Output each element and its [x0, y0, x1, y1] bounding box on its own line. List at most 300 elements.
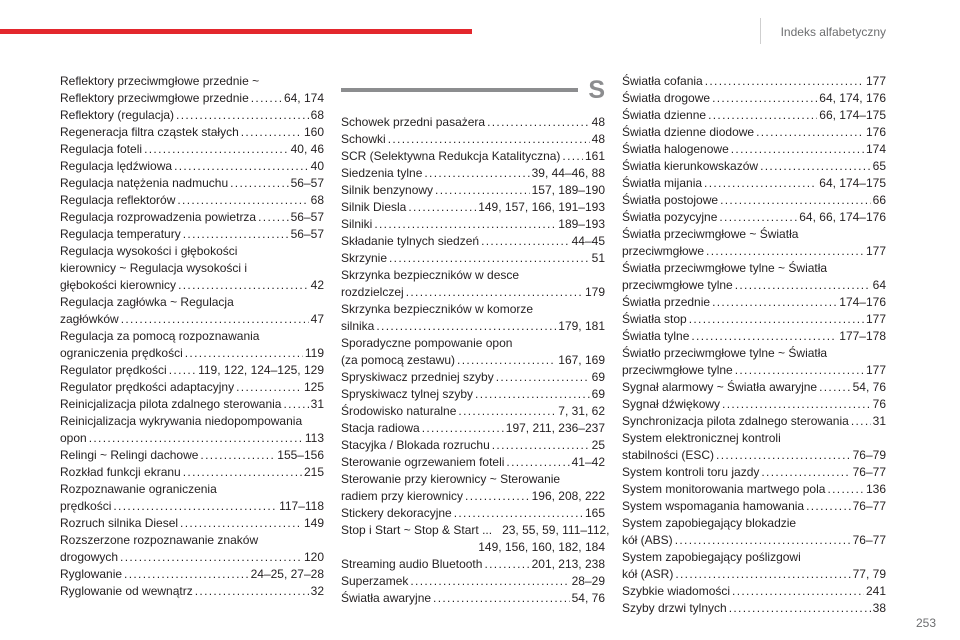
dot-leader — [120, 549, 302, 566]
index-entry — [341, 131, 605, 148]
page-reference: 177 — [865, 74, 886, 88]
index-entry — [622, 90, 886, 107]
page-reference: 41–42 — [571, 455, 605, 469]
entry-row — [341, 250, 605, 267]
page-reference: 56–57 — [290, 227, 324, 241]
dot-leader — [492, 437, 590, 454]
dot-leader — [89, 430, 303, 447]
dot-leader — [732, 583, 864, 600]
dot-leader — [706, 243, 864, 260]
entry-text: System zapobiegający poślizgowi — [622, 550, 801, 564]
page-reference: 189–193 — [558, 217, 605, 231]
section-letter: S — [588, 75, 605, 104]
page-reference: 177 — [865, 312, 886, 326]
index-entry — [341, 522, 610, 556]
entry-row — [60, 379, 324, 396]
entry-text: kierownicy ~ Regulacja wysokości i — [60, 261, 248, 275]
dot-leader — [484, 556, 529, 573]
page-reference: 64 — [872, 278, 886, 292]
entry-text: zagłówków — [60, 312, 119, 326]
index-entry — [60, 481, 324, 515]
entry-text: Światła cofania — [622, 74, 703, 88]
entry-text: kół (ABS) — [622, 533, 673, 547]
entry-text: Sporadyczne pompowanie opon — [341, 336, 513, 350]
entry-row — [622, 124, 886, 141]
entry-row — [341, 284, 605, 301]
entry-text: Sygnał dźwiękowy — [622, 397, 721, 411]
index-entry — [341, 148, 605, 165]
entry-text: Światła mijania — [622, 176, 703, 190]
dot-leader — [258, 209, 289, 226]
index-entry — [622, 379, 886, 396]
entry-text: Rozpoznawanie ograniczenia — [60, 482, 217, 496]
page-reference: 117–118 — [279, 499, 324, 513]
page-reference: 120 — [303, 550, 324, 564]
dot-leader — [506, 454, 569, 471]
page-reference: 149 — [303, 516, 324, 530]
entry-row — [622, 481, 886, 498]
index-entry — [622, 328, 886, 345]
entry-text: Reinicjalizacja pilota zdalnego sterowania — [60, 397, 282, 411]
entry-row — [60, 464, 324, 481]
entry-text: Regulator prędkości adaptacyjny — [60, 380, 235, 394]
entry-text: Regulacja natężenia nadmuchu — [60, 176, 229, 190]
index-entry — [622, 600, 886, 617]
index-entry — [341, 250, 605, 267]
index-entry — [622, 464, 886, 481]
page-reference: 47 — [310, 312, 324, 326]
entry-text: Silnik benzynowy — [341, 183, 434, 197]
index-entry — [60, 515, 324, 532]
entry-text: Reflektory (regulacja) — [60, 108, 175, 122]
index-entry — [60, 243, 324, 294]
dot-leader — [410, 573, 569, 590]
dot-leader — [408, 199, 476, 216]
entry-text: przeciwmgłowe tylne — [622, 363, 733, 377]
entry-row — [341, 420, 605, 437]
entry-row — [341, 454, 605, 471]
dot-leader — [465, 488, 530, 505]
entry-text: Szyby drzwi tylnych — [622, 601, 727, 615]
index-entry — [60, 413, 324, 447]
page-reference: 54, 76 — [571, 591, 605, 605]
entry-row — [341, 573, 605, 590]
index-entry — [341, 165, 605, 182]
entry-text: Regulator prędkości — [60, 363, 167, 377]
entry-text: System wspomagania hamowania — [622, 499, 805, 513]
entry-row — [60, 311, 324, 328]
dot-leader — [720, 192, 871, 209]
entry-text: Regulacja rozprowadzenia powietrza — [60, 210, 257, 224]
page-reference: 68 — [310, 193, 324, 207]
page-reference: 149, 157, 166, 191–193 — [478, 200, 605, 214]
entry-text: Światła dzienne — [622, 108, 707, 122]
index-entry — [60, 73, 324, 107]
page-reference: 179 — [584, 285, 605, 299]
dot-leader — [422, 420, 504, 437]
entry-row — [341, 352, 605, 369]
entry-text: Ryglowanie — [60, 567, 123, 581]
entry-row — [60, 107, 324, 124]
index-entry — [622, 515, 886, 549]
entry-text: Sterowanie przy kierownicy ~ Sterowanie — [341, 472, 561, 486]
entry-text: opon — [60, 431, 87, 445]
index-entry — [341, 335, 605, 369]
entry-row — [622, 107, 886, 124]
entry-text: Stacyjka / Blokada rozruchu — [341, 438, 490, 452]
dot-leader — [487, 114, 590, 131]
dot-leader — [562, 148, 583, 165]
entry-row — [341, 590, 605, 607]
entry-row — [622, 158, 886, 175]
entry-row — [341, 386, 605, 403]
index-column-2 — [341, 73, 610, 607]
entry-row — [622, 90, 886, 107]
entry-row — [60, 583, 324, 600]
index-entry — [341, 403, 605, 420]
section-header — [341, 74, 605, 106]
page-reference: 215 — [303, 465, 324, 479]
entry-text: Schowki — [341, 132, 386, 146]
entry-row — [60, 175, 324, 192]
page-reference: 76 — [872, 397, 886, 411]
entry-row — [622, 175, 886, 192]
entry-row — [341, 505, 605, 522]
dot-leader — [174, 158, 309, 175]
dot-leader — [496, 369, 590, 386]
entry-row — [622, 498, 886, 515]
entry-row — [622, 464, 886, 481]
page-reference: 51 — [591, 251, 605, 265]
entry-text: Ryglowanie od wewnątrz — [60, 584, 193, 598]
entry-row — [622, 73, 886, 90]
entry-text: Sygnał alarmowy ~ Światła awaryjne — [622, 380, 818, 394]
entry-text: Światła dzienne diodowe — [622, 125, 755, 139]
page-reference: 66 — [872, 193, 886, 207]
entry-text: Superzamek — [341, 574, 409, 588]
page-reference: 119, 122, 124–125, 129 — [198, 363, 324, 377]
entry-text: rozdzielczej — [341, 285, 404, 299]
entry-row — [60, 90, 324, 107]
dot-leader — [735, 362, 864, 379]
entry-text: (za pomocą zestawu) — [341, 353, 456, 367]
page-reference: 197, 211, 236–237 — [505, 421, 605, 435]
index-entry — [60, 192, 324, 209]
index-entry — [622, 583, 886, 600]
page-reference: 48 — [591, 115, 605, 129]
dot-leader — [458, 403, 556, 420]
entry-text: prędkości — [60, 499, 112, 513]
dot-leader — [827, 481, 864, 498]
index-entry — [60, 175, 324, 192]
entry-row — [622, 566, 886, 583]
index-entry — [622, 175, 886, 192]
index-entry — [60, 532, 324, 566]
dot-leader — [481, 233, 570, 250]
entry-row — [60, 124, 324, 141]
entry-text: System zapobiegający blokadzie — [622, 516, 797, 530]
page-reference: 165 — [584, 506, 605, 520]
header-divider — [760, 18, 761, 44]
index-entry — [60, 124, 324, 141]
entry-text: Regulacja temperatury — [60, 227, 181, 241]
index-entry — [60, 447, 324, 464]
page-reference: 56–57 — [290, 176, 324, 190]
entry-text: Regulacja zagłówka ~ Regulacja — [60, 295, 234, 309]
page-reference: 76–77 — [852, 499, 886, 513]
index-entry — [622, 311, 886, 328]
entry-text: Stacja radiowa — [341, 421, 420, 435]
index-entry — [341, 454, 605, 471]
dot-leader — [712, 294, 837, 311]
index-entry — [622, 294, 886, 311]
page-reference: 167, 169 — [558, 353, 605, 367]
dot-leader — [712, 90, 817, 107]
dot-leader — [113, 498, 277, 515]
page-reference: 77, 79 — [852, 567, 886, 581]
entry-row — [622, 277, 886, 294]
dot-leader — [195, 583, 309, 600]
page-reference: 68 — [310, 108, 324, 122]
page-reference: 23, 55, 59, 111–112, — [502, 523, 610, 537]
entry-text: Światła postojowe — [622, 193, 719, 207]
entry-text: stabilności (ESC) — [622, 448, 715, 462]
entry-row — [60, 277, 324, 294]
index-entry — [622, 413, 886, 430]
page-reference: 157, 189–190 — [531, 183, 605, 197]
dot-leader — [761, 464, 850, 481]
entry-text: Schowek przedni pasażera — [341, 115, 486, 129]
entry-row — [341, 131, 605, 148]
entry-row — [622, 600, 886, 617]
index-entry — [622, 430, 886, 464]
entry-text: Światła drogowe — [622, 91, 711, 105]
entry-text: Relingi ~ Relingi dachowe — [60, 448, 199, 462]
page-reference: 31 — [872, 414, 886, 428]
entry-text: Streaming audio Bluetooth — [341, 557, 483, 571]
page-reference: 28–29 — [571, 574, 605, 588]
page-reference: 69 — [591, 370, 605, 384]
page-reference: 48 — [591, 132, 605, 146]
index-entry — [60, 379, 324, 396]
index-entry — [341, 182, 605, 199]
entry-text: Światła przednie — [622, 295, 711, 309]
entry-text: Światła przeciwmgłowe tylne ~ Światła — [622, 261, 828, 275]
page-reference: 7, 31, 62 — [558, 404, 605, 418]
page-reference: 64, 174 — [283, 91, 324, 105]
page-reference: 119 — [304, 346, 324, 360]
index-entry — [622, 158, 886, 175]
dot-leader — [185, 345, 303, 362]
dot-leader — [178, 277, 309, 294]
entry-row — [341, 369, 605, 386]
page-reference: 44–45 — [571, 234, 605, 248]
entry-text: Rozruch silnika Diesel — [60, 516, 179, 530]
index-entry — [622, 481, 886, 498]
entry-text: Światła kierunkowskazów — [622, 159, 759, 173]
index-entry — [60, 328, 324, 362]
entry-text: Silnik Diesla — [341, 200, 407, 214]
dot-leader — [457, 352, 556, 369]
index-entry — [60, 583, 324, 600]
entry-text: System elektronicznej kontroli — [622, 431, 781, 445]
entry-text: SCR (Selektywna Redukcja Katalityczna) — [341, 149, 561, 163]
index-entry — [341, 199, 605, 216]
dot-leader — [124, 566, 249, 583]
dot-leader — [200, 447, 275, 464]
page-reference: 64, 174–175 — [819, 176, 886, 190]
index-entry — [341, 420, 605, 437]
index-entry — [622, 345, 886, 379]
entry-row — [60, 430, 324, 447]
dot-leader — [756, 124, 864, 141]
index-entry — [622, 396, 886, 413]
page-reference: 42 — [310, 278, 324, 292]
dot-leader — [722, 396, 871, 413]
index-entry — [341, 267, 605, 301]
dot-leader — [435, 182, 530, 199]
dot-leader — [177, 192, 308, 209]
entry-row — [622, 294, 886, 311]
entry-row — [341, 488, 605, 505]
dot-leader — [183, 464, 302, 481]
entry-text: drogowych — [60, 550, 119, 564]
entry-text: przeciwmgłowe tylne — [622, 278, 733, 292]
entry-row — [60, 515, 324, 532]
page-reference: 125 — [303, 380, 324, 394]
entry-row — [622, 243, 886, 260]
entry-text: Światła tylne — [622, 329, 690, 343]
page-reference: 31 — [310, 397, 324, 411]
page-reference: 64, 66, 174–176 — [799, 210, 886, 224]
dot-leader — [675, 566, 850, 583]
entry-text: silnika — [341, 319, 375, 333]
page-reference: 174–176 — [839, 295, 886, 309]
entry-text: Środowisko naturalne — [341, 404, 457, 418]
entry-row — [60, 192, 324, 209]
page-reference: 25 — [591, 438, 605, 452]
dot-leader — [851, 413, 871, 430]
entry-row — [341, 165, 605, 182]
dot-leader — [180, 515, 302, 532]
dot-leader — [283, 396, 308, 413]
entry-text: radiem przy kierownicy — [341, 489, 464, 503]
index-entry — [622, 73, 886, 90]
entry-row — [60, 362, 324, 379]
entry-text: Regulacja foteli — [60, 142, 143, 156]
entry-row — [622, 141, 886, 158]
index-entry — [60, 396, 324, 413]
dot-leader — [388, 131, 590, 148]
index-entry — [341, 573, 605, 590]
index-entry — [60, 141, 324, 158]
dot-leader — [374, 216, 556, 233]
page-reference: 176 — [865, 125, 886, 139]
entry-text: Światło przeciwmgłowe tylne ~ Światła — [622, 346, 828, 360]
page-reference: 196, 208, 222 — [531, 489, 605, 503]
entry-text: Rozszerzone rozpoznawanie znaków — [60, 533, 259, 547]
page-reference: 54, 76 — [852, 380, 886, 394]
entry-text: Światła stop — [622, 312, 687, 326]
entry-row — [341, 199, 605, 216]
dot-leader — [705, 73, 864, 90]
page-reference: 69 — [591, 387, 605, 401]
entry-row — [60, 226, 324, 243]
dot-leader — [691, 328, 837, 345]
dot-leader — [454, 505, 583, 522]
index-entry — [622, 498, 886, 515]
entry-row — [341, 182, 605, 199]
entry-row — [60, 396, 324, 413]
page-reference: 174 — [865, 142, 886, 156]
entry-row — [341, 114, 605, 131]
dot-leader — [719, 209, 797, 226]
page-reference: 38 — [872, 601, 886, 615]
entry-text: Reflektory przeciwmgłowe przednie — [60, 91, 249, 105]
index-entry — [341, 369, 605, 386]
page-reference: 39, 44–46, 88 — [531, 166, 605, 180]
entry-row — [60, 498, 324, 515]
dot-leader — [121, 311, 309, 328]
entry-text: Stop i Start ~ Stop & Start ... — [341, 523, 493, 537]
index-entry — [60, 107, 324, 124]
entry-row — [622, 379, 886, 396]
entry-text: System monitorowania martwego pola — [622, 482, 826, 496]
page-reference: 24–25, 27–28 — [250, 567, 324, 581]
dot-leader — [729, 600, 871, 617]
entry-text: Światła halogenowe — [622, 142, 729, 156]
entry-text: głębokości kierownicy — [60, 278, 177, 292]
entry-text: Regeneracja filtra cząstek stałych — [60, 125, 239, 139]
entry-row — [341, 318, 605, 335]
entry-row — [622, 192, 886, 209]
entry-row — [341, 216, 605, 233]
entry-text: Składanie tylnych siedzeń — [341, 234, 480, 248]
entry-text: Silniki — [341, 217, 373, 231]
entry-text: Skrzynka bezpieczników w komorze — [341, 302, 534, 316]
entry-text: Siedzenia tylne — [341, 166, 423, 180]
page-reference: 155–156 — [277, 448, 324, 462]
index-entry — [622, 124, 886, 141]
entry-row — [622, 532, 886, 549]
dot-leader — [176, 107, 309, 124]
page-reference: 177 — [865, 244, 886, 258]
entry-text: Spryskiwacz przedniej szyby — [341, 370, 494, 384]
index-entry — [341, 233, 605, 250]
dot-leader — [675, 532, 851, 549]
entry-row — [60, 549, 324, 566]
index-entry — [341, 114, 605, 131]
dot-leader — [708, 107, 817, 124]
entry-text: Regulacja za pomocą rozpoznawania — [60, 329, 260, 343]
entry-text: Reflektory przeciwmgłowe przednie ~ — [60, 74, 260, 88]
page-reference: 76–77 — [852, 465, 886, 479]
dot-leader — [806, 498, 851, 515]
dot-leader — [389, 250, 590, 267]
dot-leader — [819, 379, 851, 396]
dot-leader — [169, 362, 196, 379]
entry-row — [341, 522, 610, 539]
entry-text: przeciwmgłowe — [622, 244, 705, 258]
index-entry — [60, 209, 324, 226]
index-entry — [622, 260, 886, 294]
entry-text: Synchronizacja pilota zdalnego sterowania — [622, 414, 849, 428]
entry-text: Regulacja reflektorów — [60, 193, 176, 207]
entry-text: Światła awaryjne — [341, 591, 432, 605]
dot-leader — [144, 141, 289, 158]
dot-leader — [183, 226, 289, 243]
page-number: 253 — [915, 616, 936, 630]
